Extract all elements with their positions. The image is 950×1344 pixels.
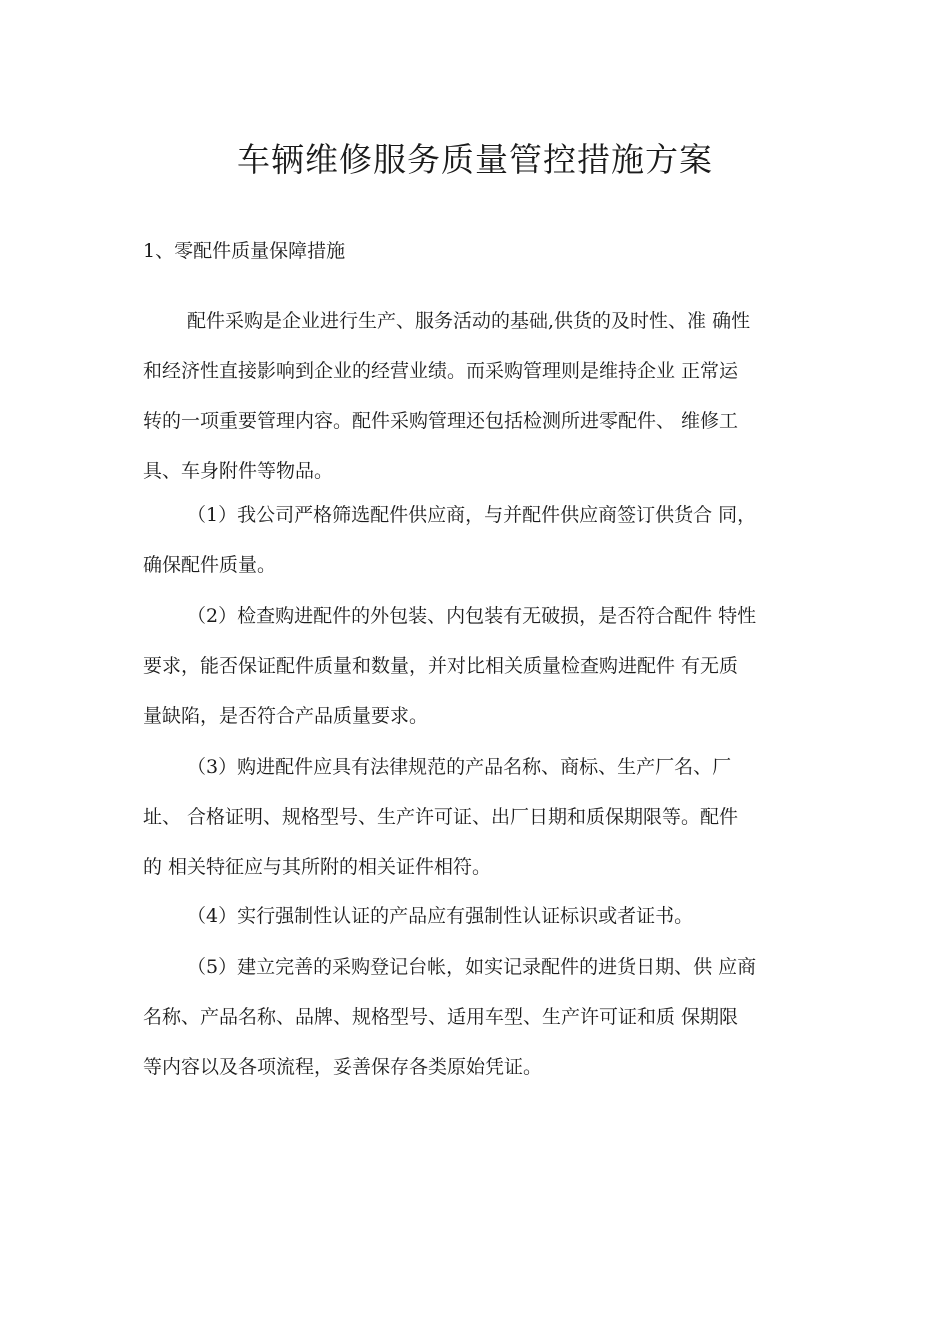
paragraph-line: 量缺陷，是否符合产品质量要求。 xyxy=(143,705,429,727)
paragraph-line: 名称、产品名称、品牌、规格型号、适用车型、生产许可证和质 保期限 xyxy=(143,1006,739,1028)
paragraph-item-1 xyxy=(143,490,833,590)
paragraph-line: 配件采购是企业进行生产、服务活动的基础,供货的及时性、准 确性 xyxy=(187,310,751,332)
paragraph-item-3 xyxy=(143,742,833,892)
paragraph-item-4 xyxy=(143,891,833,941)
document-title: 车辆维修服务质量管控措施方案 xyxy=(237,140,713,179)
paragraph-line: 等内容以及各项流程，妥善保存各类原始凭证。 xyxy=(143,1056,543,1078)
paragraph-line: 确保配件质量。 xyxy=(143,554,277,576)
section-heading: 1、零配件质量保障措施 xyxy=(143,240,346,262)
paragraph-intro xyxy=(143,296,833,496)
paragraph-line: （4）实行强制性认证的产品应有强制性认证标识或者证书。 xyxy=(187,905,694,927)
paragraph-line: 和经济性直接影响到企业的经营业绩。而采购管理则是维持企业 正常运 xyxy=(143,360,739,382)
paragraph-line: （2）检查购进配件的外包装、内包装有无破损，是否符合配件 特性 xyxy=(187,605,757,627)
paragraph-line: （1）我公司严格筛选配件供应商，与并配件供应商签订供货合 同， xyxy=(187,504,757,526)
paragraph-line: 转的一项重要管理内容。配件采购管理还包括检测所进零配件、 维修工 xyxy=(143,410,739,432)
paragraph-line: （3）购进配件应具有法律规范的产品名称、商标、生产厂名、厂 xyxy=(187,756,732,778)
paragraph-item-5 xyxy=(143,942,833,1092)
paragraph-item-2 xyxy=(143,591,833,741)
paragraph-line: 址、 合格证明、规格型号、生产许可证、出厂日期和质保期限等。配件 xyxy=(143,806,739,828)
paragraph-line: （5）建立完善的采购登记台帐，如实记录配件的进货日期、供 应商 xyxy=(187,956,757,978)
paragraph-line: 的 相关特征应与其所附的相关证件相符。 xyxy=(143,856,492,878)
paragraph-line: 要求，能否保证配件质量和数量，并对比相关质量检查购进配件 有无质 xyxy=(143,655,739,677)
paragraph-line: 具、车身附件等物品。 xyxy=(143,460,334,482)
